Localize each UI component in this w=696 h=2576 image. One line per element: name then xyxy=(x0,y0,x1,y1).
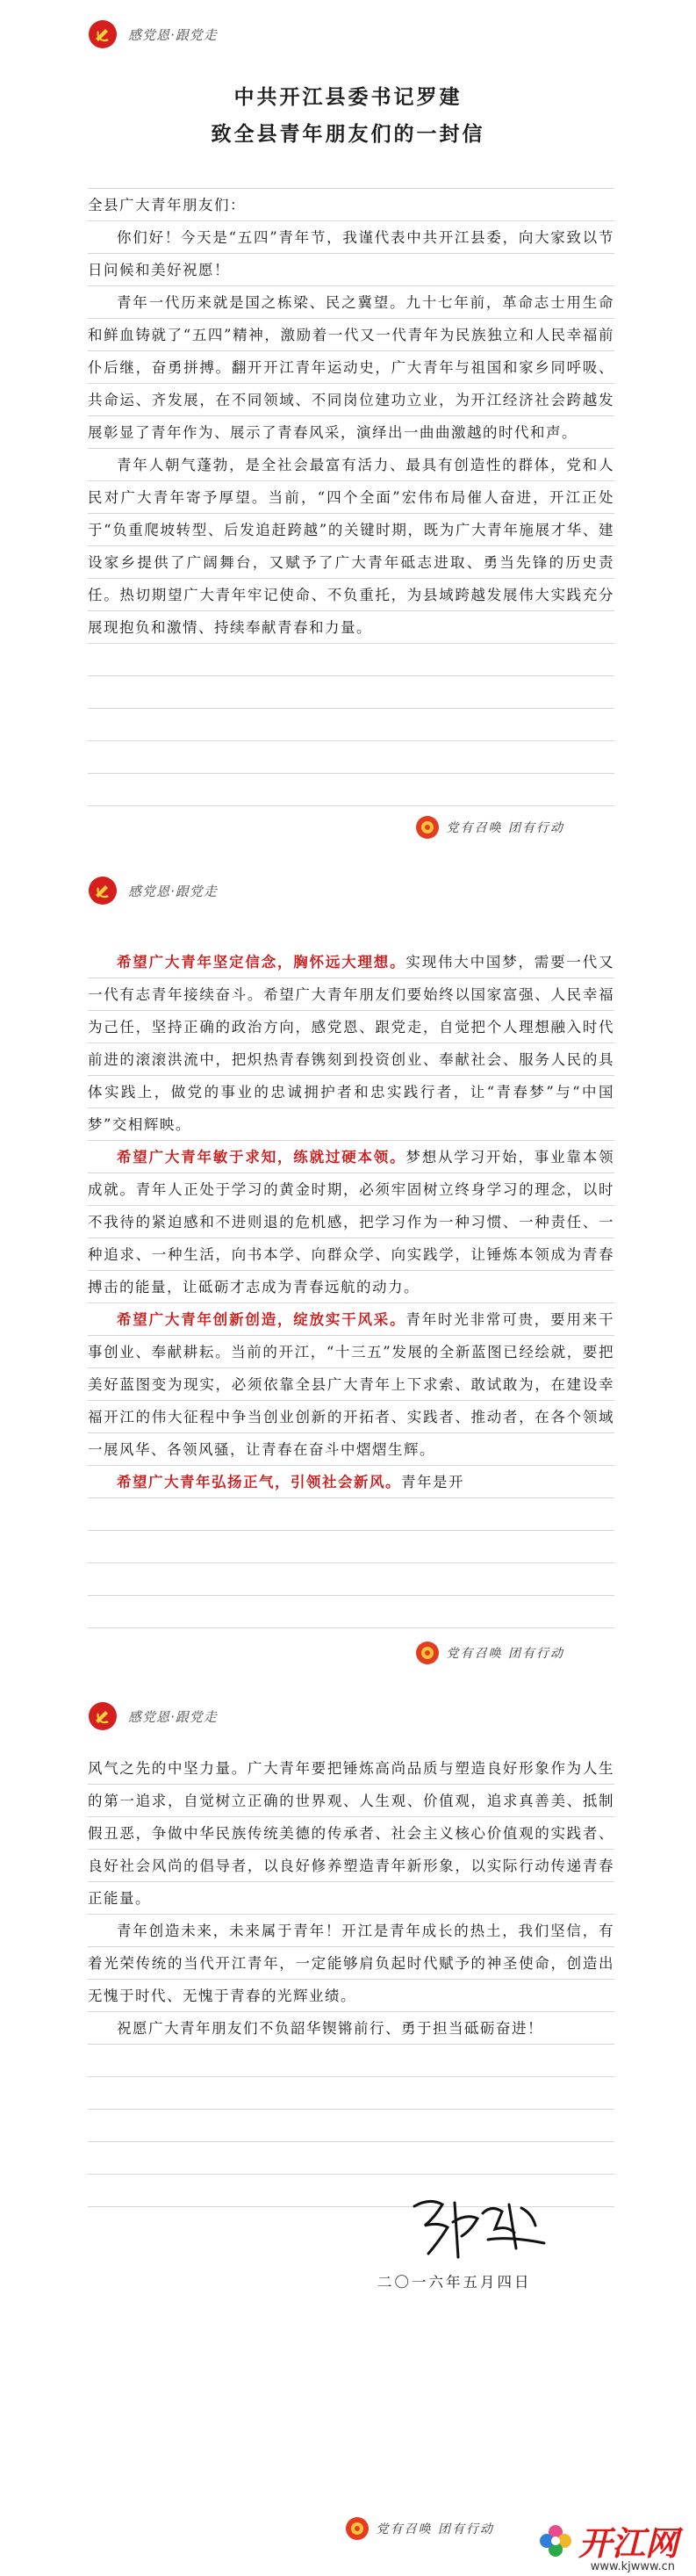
page-header xyxy=(88,12,218,56)
youth-league-badge-icon xyxy=(415,815,440,840)
flower-logo-icon xyxy=(536,2522,575,2560)
paragraph-ethos-start xyxy=(88,1466,614,1498)
heading-ideals: 希望广大青年坚定信念，胸怀远大理想。 xyxy=(117,954,406,971)
footer-text: 党有召唤 团有行动 xyxy=(446,1647,564,1661)
letter-page-2 xyxy=(0,856,696,1682)
header-slogan: 感党恩·跟党走 xyxy=(128,883,218,899)
party-emblem-icon xyxy=(88,876,118,906)
paragraph-ideals xyxy=(88,946,614,1141)
paragraph-innovation xyxy=(88,1303,614,1466)
letter-title-line2: 致全县青年朋友们的一封信 xyxy=(211,122,485,146)
header-slogan: 感党恩·跟党走 xyxy=(128,1708,218,1725)
paragraph-expectation: 青年人朝气蓬勃，是全社会最富有活力、最具有创造性的群体，党和人民对广大青年寄予厚望。当前，“四个全面”宏伟布局催人奋进，开江正处于“负重爬坡转型、后发追赶跨越”的关键时期，既为广大青年施展才华、建设家乡提供了广阔舞台，又赋予了广大青年砥志进取、勇当先锋的历史责任。热切期望广大青年牢记使命、不负重托，为县域跨越发展伟大实践充分展现抱负和激情、持续奉献青春和力量。 xyxy=(88,457,614,636)
letter-body-page1 xyxy=(88,156,614,806)
site-logo-text: 开江网 xyxy=(578,2524,678,2563)
site-url[interactable]: www.kjwww.cn xyxy=(590,2560,675,2573)
letter-body-page3 xyxy=(88,1752,614,2209)
party-emblem-icon xyxy=(88,1701,118,1731)
heading-ethos: 希望广大青年弘扬正气，引领社会新风。 xyxy=(117,1474,401,1490)
paragraph-ethos-end: 风气之先的中坚力量。广大青年要把锤炼高尚品质与塑造良好形象作为人生的第一追求，自觉树立正确的世界观、人生观、价值观，追求真善美、抵制假丑恶，争做中华民族传统美德的传承者、社会主义核心价值观的实践者、良好社会风尚的倡导者，以良好修养塑造青年新形象，以实际行动传递青春正能量。 xyxy=(88,1760,614,1907)
letter-date: 二〇一六年五月四日 xyxy=(377,2274,532,2291)
text-learning: 梦想从学习开始，事业靠本领成就。青年人正处于学习的黄金时期，必须牢固树立终身学习的理念，以时不我待的紧迫感和不进则退的危机感，把学习作为一种习惯、一种责任、一种追求、一种生活，向书本学、向群众学、向实践学，让锤炼本领成为青春搏击的能量，让砥砺才志成为青春远航的动力。 xyxy=(88,1149,615,1295)
letter-page-3 xyxy=(0,1682,696,2576)
page-header xyxy=(88,1694,218,1738)
text-ethos-start: 青年是开 xyxy=(401,1474,464,1490)
paragraph-wishes: 祝愿广大青年朋友们不负韶华锲锵前行、勇于担当砥砺奋进！ xyxy=(117,2020,543,2037)
header-slogan: 感党恩·跟党走 xyxy=(128,26,218,43)
letter-body-page2 xyxy=(88,946,614,1631)
site-logo[interactable] xyxy=(536,2516,678,2565)
youth-league-badge-icon xyxy=(345,2516,370,2541)
letter-title-line1: 中共开江县委书记罗建 xyxy=(233,85,463,109)
page-footer xyxy=(345,2516,494,2541)
paragraph-history: 青年一代历来就是国之栋梁、民之冀望。九十七年前，革命志士用生命和鲜血铸就了“五四”精神，激励着一代又一代青年为民族独立和人民幸福前仆后继，奋勇拼搏。翻开开江青年运动史，广大青年与祖国和家乡同呼吸、共命运、齐发展，在不同领域、不同岗位建功立业，为开江经济社会跨越发展彰显了青年作为、展示了青春风采，演绎出一曲曲激越的时代和声。 xyxy=(88,294,614,441)
party-emblem-icon xyxy=(88,19,118,49)
page-footer xyxy=(415,1641,564,1665)
page-footer xyxy=(415,815,564,840)
paragraph-future: 青年创造未来，未来属于青年！开江是青年成长的热土，我们坚信，有着光荣传统的当代开江青年，一定能够肩负起时代赋予的神圣使命，创造出无愧于时代、无愧于青春的光辉业绩。 xyxy=(88,1923,614,2004)
page-header xyxy=(88,869,218,913)
salutation: 全县广大青年朋友们： xyxy=(88,197,246,213)
handwritten-signature xyxy=(404,2187,562,2266)
heading-innovation: 希望广大青年创新创造，绽放实干风采。 xyxy=(117,1311,406,1328)
paragraph-learning xyxy=(88,1141,614,1303)
text-ideals: 实现伟大中国梦，需要一代又一代有志青年接续奋斗。希望广大青年朋友们要始终以国家富强、人民幸福为己任，坚持正确的政治方向，感党恩、跟党走，自觉把个人理想融入时代前进的滚滚洪流中，把炽热青春镌刻到投资创业、奉献社会、服务人民的具体实践上，做党的事业的忠诚拥护者和忠实践行者，让“青春梦”与“中国梦”交相辉映。 xyxy=(88,954,615,1133)
footer-text: 党有召唤 团有行动 xyxy=(446,821,564,835)
heading-learning: 希望广大青年敏于求知，练就过硬本领。 xyxy=(117,1149,406,1165)
paragraph-greeting: 你们好！今天是“五四”青年节，我谨代表中共开江县委，向大家致以节日问候和美好祝愿！ xyxy=(88,229,614,278)
letter-page-1 xyxy=(0,0,696,856)
text-innovation: 青年时光非常可贵，要用来干事创业、奉献耕耘。当前的开江，“十三五”发展的全新蓝图已经绘就，要把美好蓝图变为现实，必须依靠全县广大青年上下求索、敢试敢为，在建设幸福开江的伟大征程中争当创业创新的开拓者、实践者、推动者，在各个领域一展风华、各领风骚，让青春在奋斗中熠熠生辉。 xyxy=(88,1311,615,1458)
footer-text: 党有召唤 团有行动 xyxy=(376,2522,494,2536)
youth-league-badge-icon xyxy=(415,1641,440,1665)
